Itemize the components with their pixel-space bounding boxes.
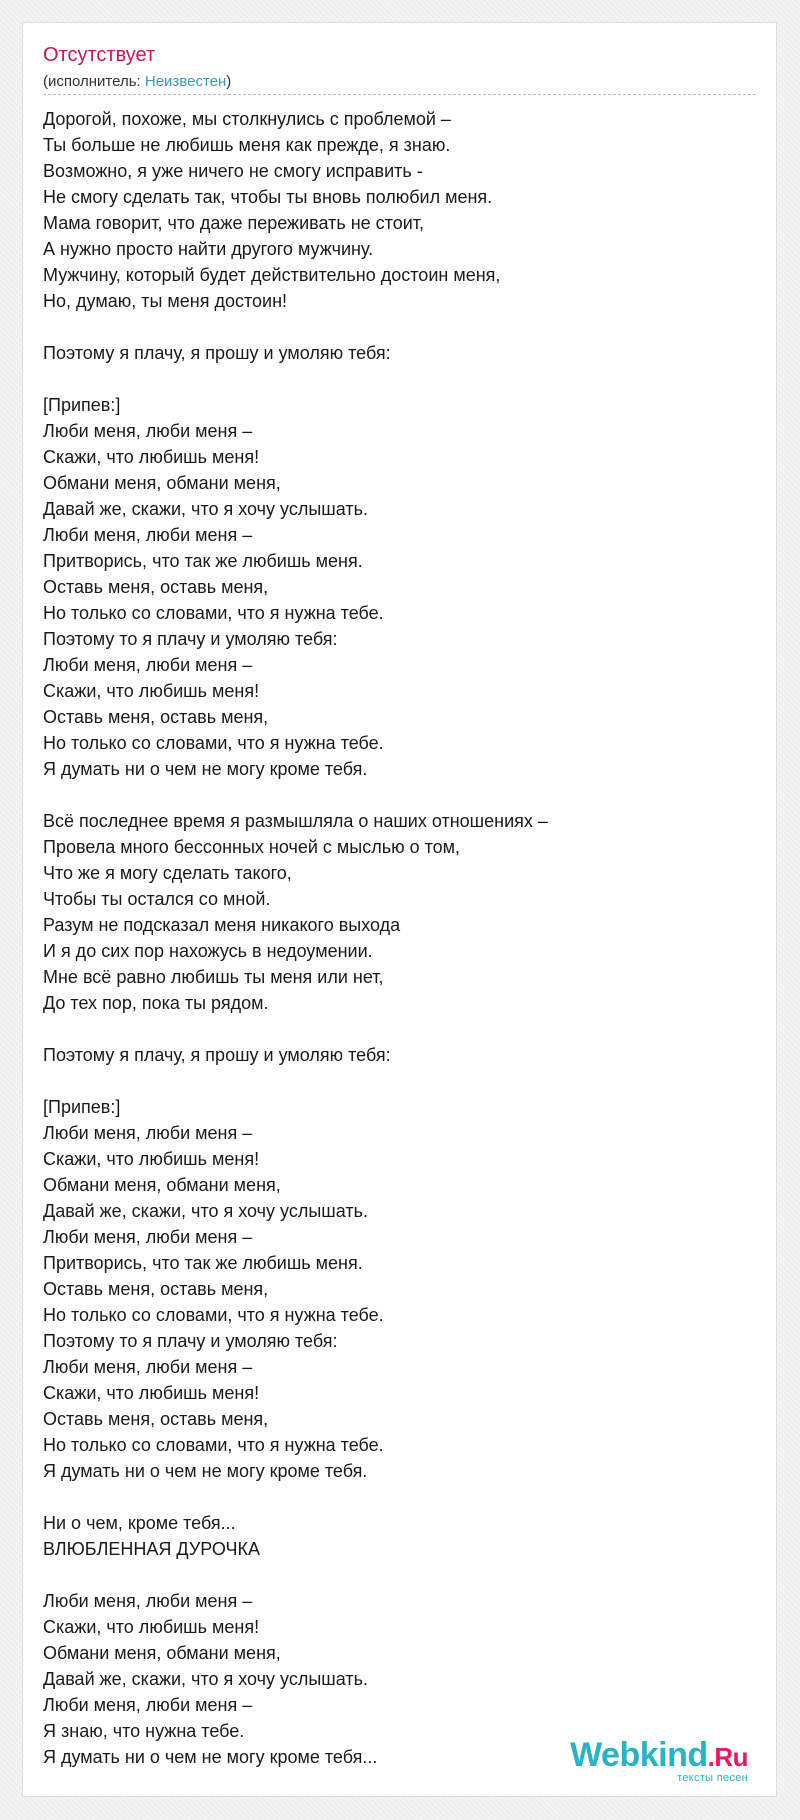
lyrics-line: Люби меня, люби меня – (43, 525, 253, 545)
lyrics-line: Но только со словами, что я нужна тебе. (43, 1435, 384, 1455)
lyrics-line: Мне всё равно любишь ты меня или нет, (43, 967, 384, 987)
lyrics-line: Люби меня, люби меня – (43, 1591, 253, 1611)
lyrics-line: Люби меня, люби меня – (43, 1695, 253, 1715)
lyrics-line: Но только со словами, что я нужна тебе. (43, 603, 384, 623)
lyrics-line: Оставь меня, оставь меня, (43, 577, 269, 597)
lyrics-line: Обмани меня, обмани меня, (43, 473, 281, 493)
lyrics-line: Поэтому я плачу, я прошу и умоляю тебя: (43, 1045, 391, 1065)
lyrics-line: До тех пор, пока ты рядом. (43, 993, 269, 1013)
lyrics-blank-line (43, 314, 756, 340)
lyrics-line: Я думать ни о чем не могу кроме тебя. (43, 1461, 368, 1481)
lyrics-line: Я знаю, что нужна тебе. (43, 1721, 245, 1741)
logo-name: Webkind (570, 1736, 708, 1774)
lyrics-line: Оставь меня, оставь меня, (43, 1409, 269, 1429)
lyrics-line: Давай же, скажи, что я хочу услышать. (43, 499, 368, 519)
lyrics-line: Ни о чем, кроме тебя... (43, 1513, 236, 1533)
lyrics-line: Я думать ни о чем не могу кроме тебя... (43, 1747, 378, 1767)
lyrics-line: [Припев:] (43, 395, 121, 415)
lyrics-line: Скажи, что любишь меня! (43, 681, 260, 701)
lyrics-card (22, 22, 777, 1797)
lyrics-line: Оставь меня, оставь меня, (43, 1279, 269, 1299)
lyrics-line: Чтобы ты остался со мной. (43, 889, 271, 909)
lyrics-line: Оставь меня, оставь меня, (43, 707, 269, 727)
artist-line (43, 73, 231, 91)
lyrics-line: Обмани меня, обмани меня, (43, 1175, 281, 1195)
lyrics-line: Скажи, что любишь меня! (43, 1149, 260, 1169)
lyrics-line: Обмани меня, обмани меня, (43, 1643, 281, 1663)
lyrics-line: Что же я могу сделать такого, (43, 863, 292, 883)
lyrics-line: Ты больше не любишь меня как прежде, я знаю. (43, 135, 451, 155)
lyrics-text (43, 106, 756, 1770)
lyrics-line: Мужчину, который будет действительно достоин меня, (43, 265, 501, 285)
lyrics-line: Скажи, что любишь меня! (43, 1617, 260, 1637)
lyrics-line: Но только со словами, что я нужна тебе. (43, 1305, 384, 1325)
song-title: Отсутствует (43, 44, 156, 66)
lyrics-line: Давай же, скажи, что я хочу услышать. (43, 1201, 368, 1221)
lyrics-line: Люби меня, люби меня – (43, 655, 253, 675)
lyrics-line: А нужно просто найти другого мужчину. (43, 239, 374, 259)
artist-prefix: (исполнитель: (43, 73, 145, 90)
lyrics-blank-line (43, 1068, 756, 1094)
logo-tagline: тексты песен (677, 1772, 748, 1784)
lyrics-line: Люби меня, люби меня – (43, 1357, 253, 1377)
lyrics-line: Поэтому то я плачу и умоляю тебя: (43, 629, 338, 649)
lyrics-line: Поэтому я плачу, я прошу и умоляю тебя: (43, 343, 391, 363)
lyrics-line: Провела много бессонных ночей с мыслью о том, (43, 837, 461, 857)
lyrics-line: [Припев:] (43, 1097, 121, 1117)
lyrics-line: Скажи, что любишь меня! (43, 1383, 260, 1403)
lyrics-line: Разум не подсказал меня никакого выхода (43, 915, 401, 935)
lyrics-line: Всё последнее время я размышляла о наших отношениях – (43, 811, 548, 831)
lyrics-blank-line (43, 782, 756, 808)
lyrics-line: Мама говорит, что даже переживать не стоит, (43, 213, 425, 233)
logo-tld: .Ru (707, 1742, 748, 1772)
lyrics-line: Поэтому то я плачу и умоляю тебя: (43, 1331, 338, 1351)
title-divider (43, 94, 756, 95)
lyrics-line: Но только со словами, что я нужна тебе. (43, 733, 384, 753)
artist-link[interactable]: Неизвестен (144, 73, 227, 90)
lyrics-line: Притворись, что так же любишь меня. (43, 551, 363, 571)
lyrics-line: Скажи, что любишь меня! (43, 447, 260, 467)
lyrics-line: Возможно, я уже ничего не смогу исправить - (43, 161, 423, 181)
lyrics-blank-line (43, 1016, 756, 1042)
lyrics-line: Давай же, скажи, что я хочу услышать. (43, 1669, 368, 1689)
lyrics-blank-line (43, 1484, 756, 1510)
lyrics-blank-line (43, 1562, 756, 1588)
lyrics-line: Люби меня, люби меня – (43, 421, 253, 441)
lyrics-line: Люби меня, люби меня – (43, 1227, 253, 1247)
lyrics-line: Притворись, что так же любишь меня. (43, 1253, 363, 1273)
lyrics-blank-line (43, 366, 756, 392)
artist-suffix: ) (226, 73, 232, 90)
webkind-logo[interactable] (570, 1738, 748, 1784)
lyrics-line: Я думать ни о чем не могу кроме тебя. (43, 759, 368, 779)
lyrics-line: И я до сих пор нахожусь в недоумении. (43, 941, 373, 961)
lyrics-line: Дорогой, похоже, мы столкнулись с проблемой – (43, 109, 451, 129)
lyrics-line: Но, думаю, ты меня достоин! (43, 291, 288, 311)
lyrics-line: Люби меня, люби меня – (43, 1123, 253, 1143)
lyrics-line: ВЛЮБЛЕННАЯ ДУРОЧКА (43, 1539, 260, 1559)
lyrics-line: Не смогу сделать так, чтобы ты вновь полюбил меня. (43, 187, 493, 207)
